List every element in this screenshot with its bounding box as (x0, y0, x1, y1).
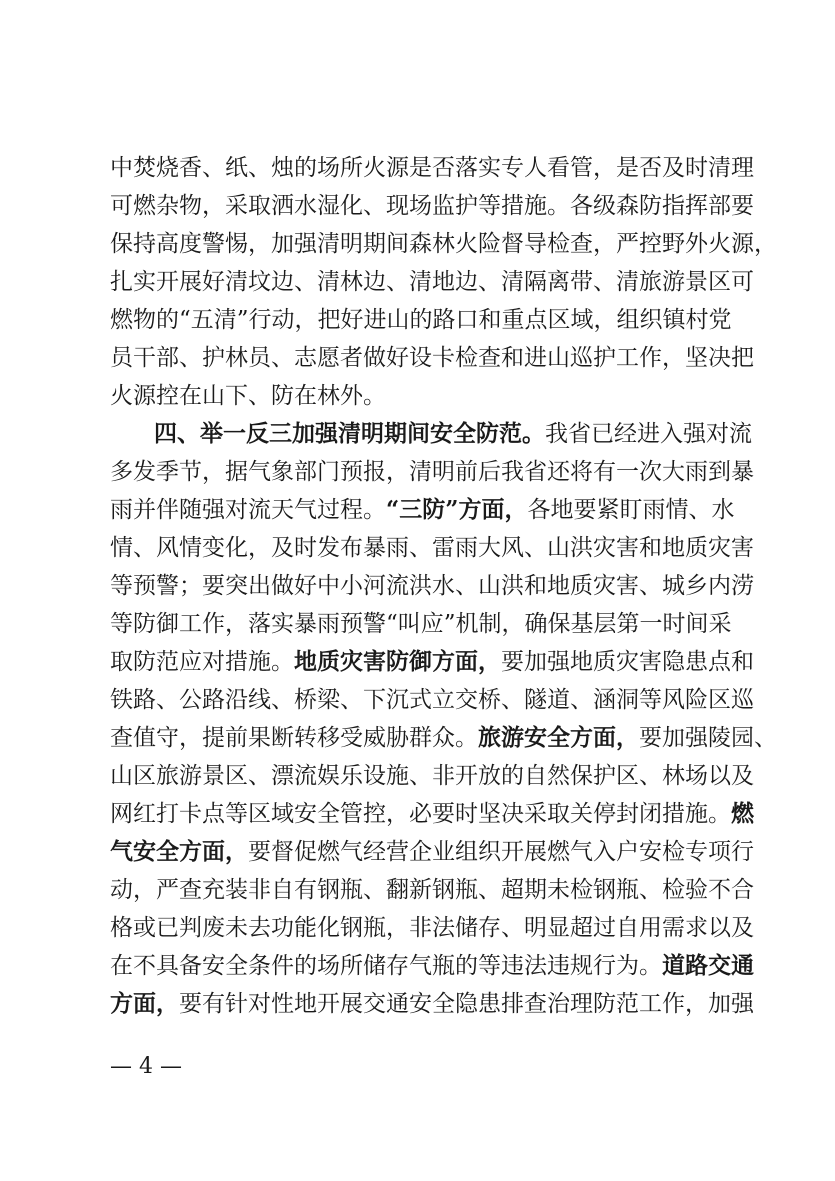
paragraph-line: 格或已判废未去功能化钢瓶，非法储存、明显超过自用需求以及 (110, 915, 754, 941)
paragraph-line: 等防御工作，落实暴雨预警“叫应”机制，确保基层第一时间采 (110, 611, 732, 637)
paragraph-line (110, 492, 735, 528)
text-run: 各地要紧盯雨情、水 (527, 497, 735, 523)
page-number: — 4 — (110, 1054, 182, 1079)
text-run: 要督促燃气经营企业组织开展燃气入户安检专项行 (248, 839, 754, 865)
text-run: 要加强陵园、 (639, 725, 777, 751)
bold-subheading: “三防”方面， (386, 496, 528, 523)
section-heading-line (154, 416, 752, 452)
paragraph-line: 可燃杂物，采取洒水湿化、现场监护等措施。各级森防指挥部要 (110, 193, 754, 219)
paragraph-line: 情、风情变化，及时发布暴雨、雷雨大风、山洪灾害和地质灾害 (110, 535, 754, 561)
paragraph-line: 燃物的“五清”行动，把好进山的路口和重点区域，组织镇村党 (110, 307, 732, 333)
paragraph-line: 等预警；要突出做好中小河流洪水、山洪和地质灾害、城乡内涝 (110, 573, 754, 599)
paragraph-line: 火源控在山下、防在林外。 (110, 383, 386, 409)
bold-subheading: 气安全方面， (110, 838, 248, 865)
text-run: 我省已经进入强对流 (545, 421, 752, 447)
paragraph-line: 扎实开展好清坟边、清林边、清地边、清隔离带、清旅游景区可 (110, 269, 754, 295)
paragraph-line: 员干部、护林员、志愿者做好设卡检查和进山巡护工作，坚决把 (110, 345, 754, 371)
text-run: 在不具备安全条件的场所储存气瓶的等违法违规行为。 (110, 953, 662, 979)
text-run: 取防范应对措施。 (110, 649, 294, 675)
bold-subheading: 旅游安全方面， (478, 724, 639, 751)
paragraph-line (110, 986, 754, 1022)
paragraph-line (110, 948, 754, 984)
bold-subheading: 地质灾害防御方面， (294, 648, 501, 675)
text-run: 要加强地质灾害隐患点和 (501, 649, 754, 675)
paragraph-line (110, 720, 777, 756)
bold-subheading: 燃 (731, 800, 754, 827)
bold-subheading: 方面， (110, 990, 179, 1017)
text-run: 要有针对性地开展交通安全隐患排查治理防范工作，加强 (179, 991, 754, 1017)
paragraph-line: 山区旅游景区、漂流娱乐设施、非开放的自然保护区、林场以及 (110, 763, 754, 789)
text-run: 雨并伴随强对流天气过程。 (110, 497, 386, 523)
text-run: 网红打卡点等区域安全管控，必要时坚决采取关停封闭措施。 (110, 801, 731, 827)
section-heading: 四、举一反三加强清明期间安全防范。 (154, 420, 545, 447)
paragraph-line: 保持高度警惕，加强清明期间森林火险督导检查，严控野外火源， (110, 231, 777, 257)
paragraph-line: 中焚烧香、纸、烛的场所火源是否落实专人看管，是否及时清理 (110, 155, 754, 181)
text-run: 查值守，提前果断转移受威胁群众。 (110, 725, 478, 751)
paragraph-line (110, 796, 754, 832)
paragraph-line (110, 644, 754, 680)
paragraph-line: 多发季节，据气象部门预报，清明前后我省还将有一次大雨到暴 (110, 459, 754, 485)
paragraph-line: 动，严查充装非自有钢瓶、翻新钢瓶、超期未检钢瓶、检验不合 (110, 877, 754, 903)
paragraph-line: 铁路、公路沿线、桥梁、下沉式立交桥、隧道、涵洞等风险区巡 (110, 687, 754, 713)
bold-subheading: 道路交通 (662, 952, 754, 979)
paragraph-line (110, 834, 754, 870)
